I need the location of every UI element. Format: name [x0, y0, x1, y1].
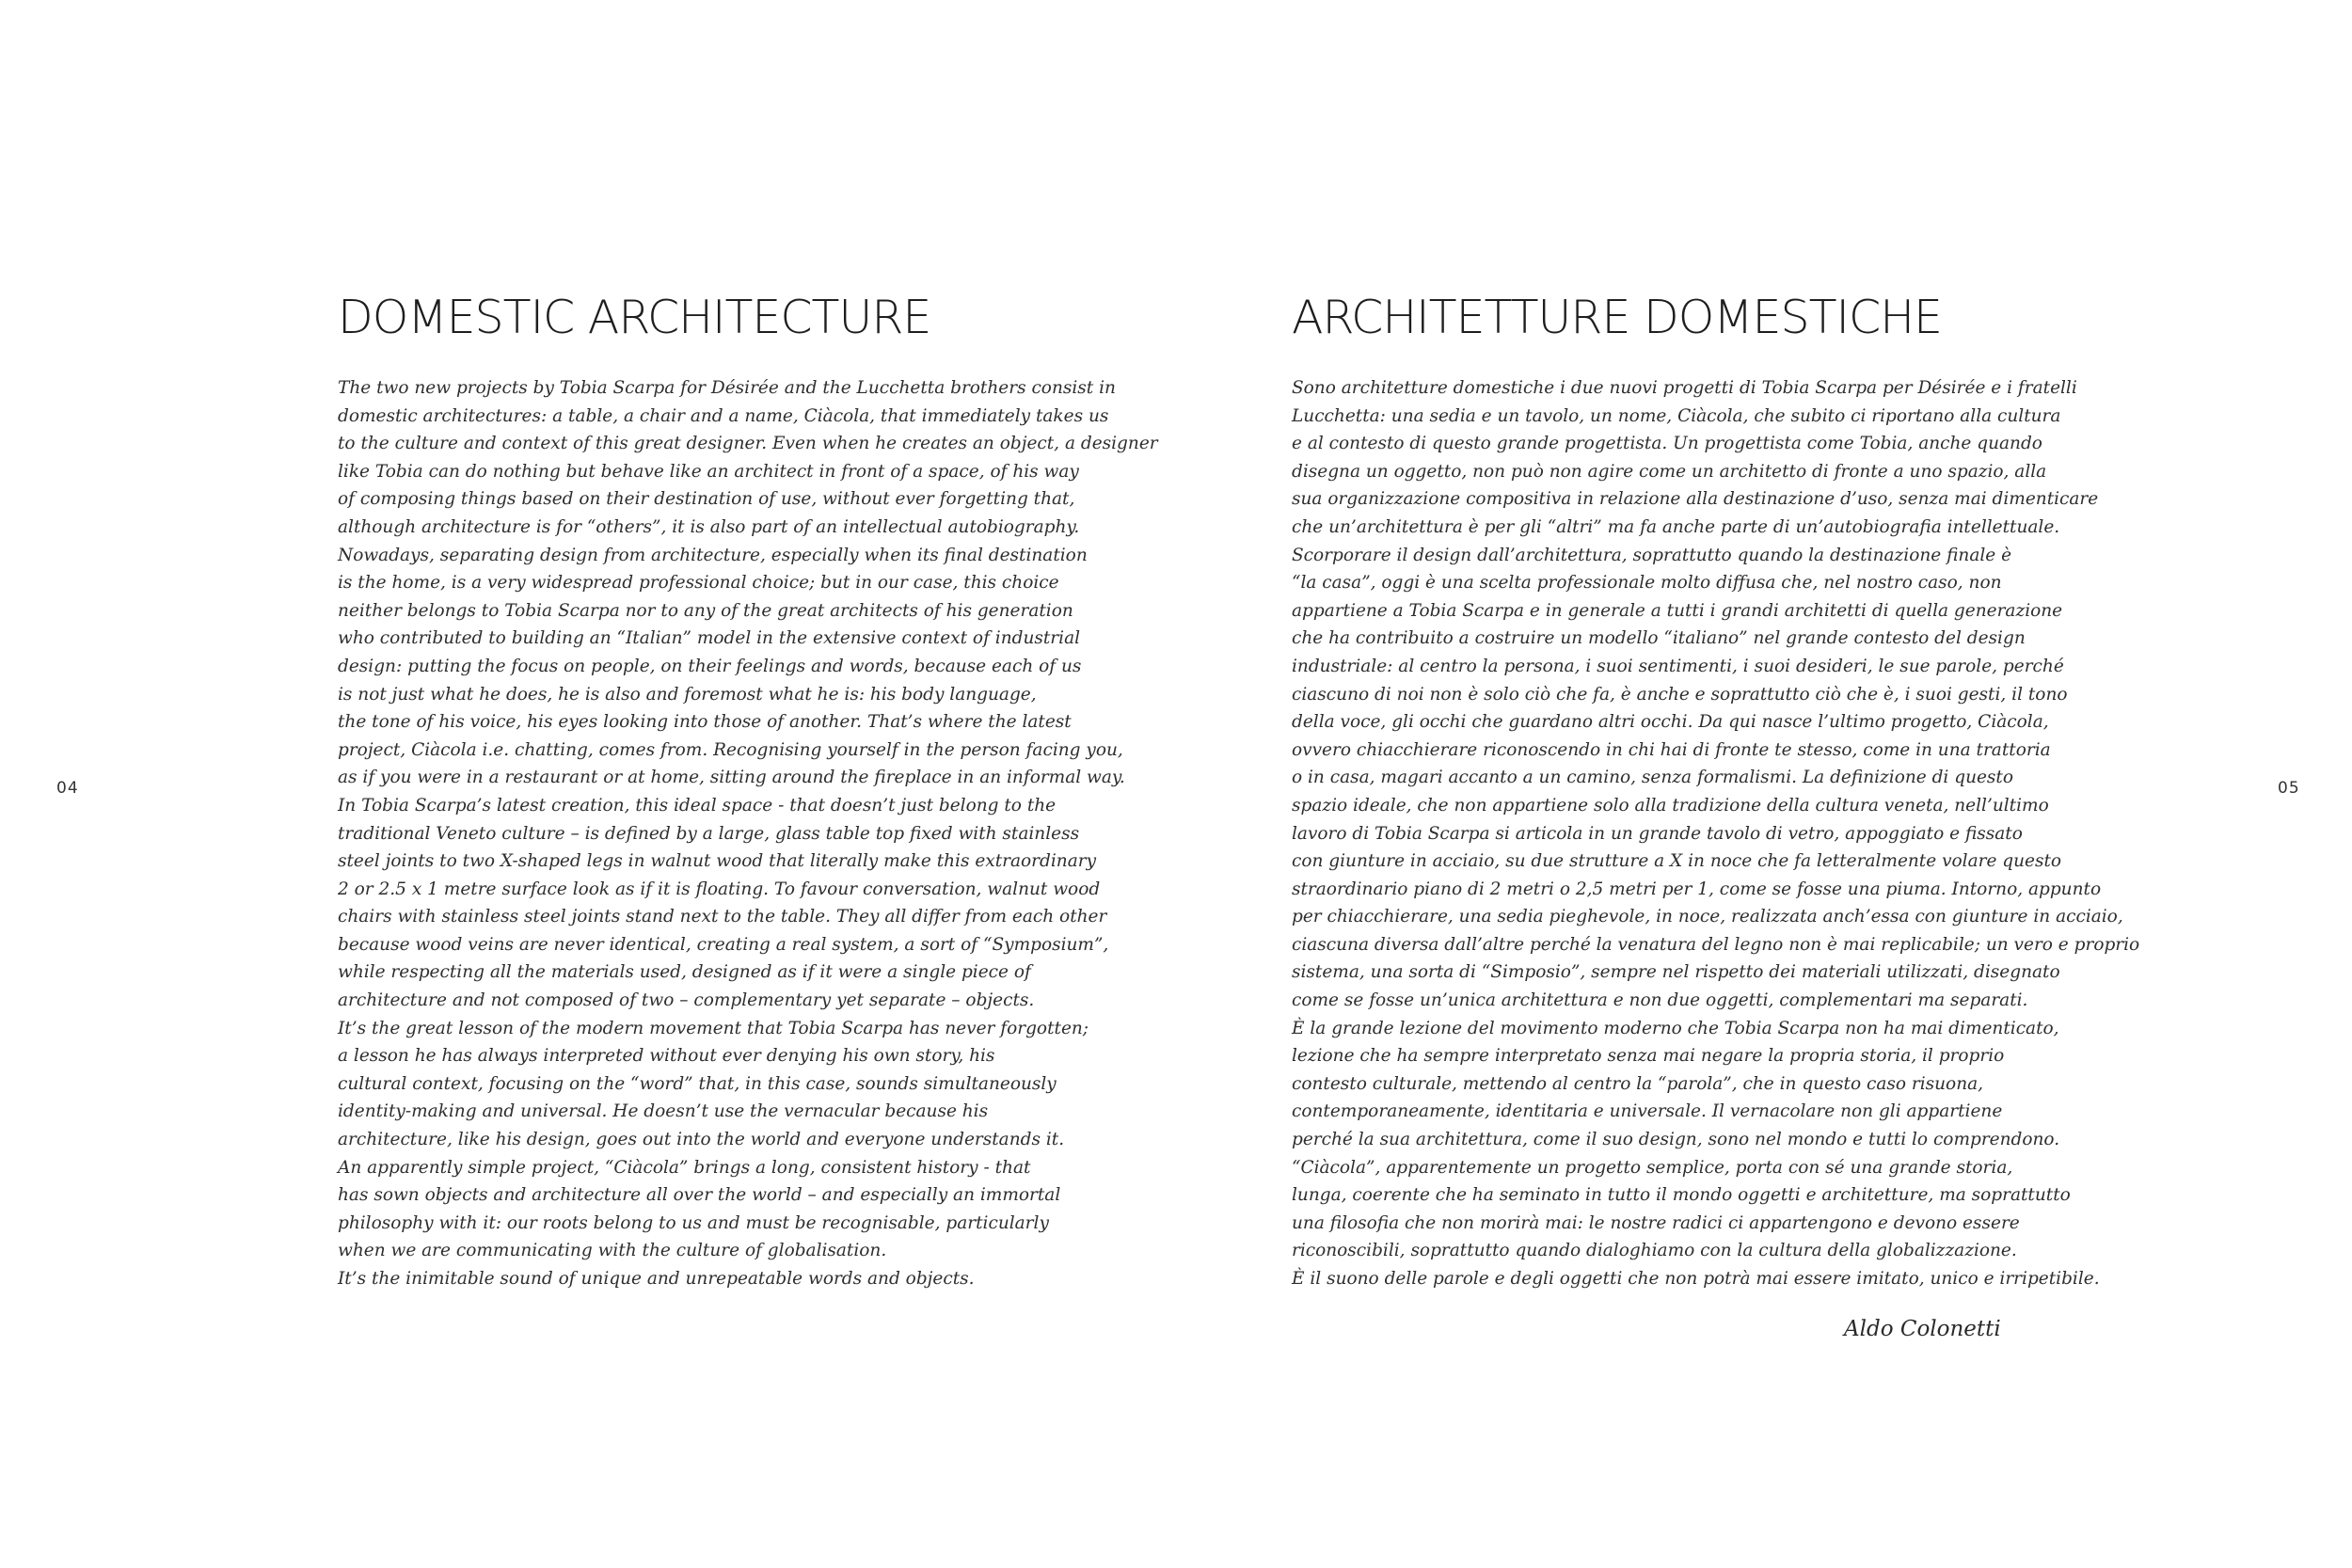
text-line: traditional Veneto culture – is defined by a large, glass table top fixed with stainless — [338, 823, 1080, 844]
text-line: Lucchetta: una sedia e un tavolo, un nome, Ciàcola, che subito ci riportano alla cultura — [1292, 405, 2061, 426]
text-line: when we are communicating with the culture of globalisation. — [338, 1241, 887, 1261]
text-line: Sono architetture domestiche i due nuovi progetti di Tobia Scarpa per Désirée e i fratelli — [1292, 378, 2077, 398]
text-line: to the culture and context of this great designer. Even when he creates an object, a designer — [338, 434, 1158, 454]
text-line: is the home, is a very widespread professional choice; but in our case, this choice — [338, 573, 1059, 594]
text-line: lavoro di Tobia Scarpa si articola in un grande tavolo di vetro, appoggiato e fissato — [1292, 823, 2023, 844]
text-line: ovvero chiacchierare riconoscendo in chi hai di fronte te stesso, come in una trattoria — [1292, 739, 2051, 760]
italian-title: ARCHITETTURE DOMESTICHE — [1292, 291, 1943, 344]
text-line: the tone of his voice, his eyes looking into those of another. That’s where the latest — [338, 712, 1072, 733]
text-line: spazio ideale, che non appartiene solo alla tradizione della cultura veneta, nell’ultimo — [1292, 795, 2049, 816]
text-line: appartiene a Tobia Scarpa e in generale a tutti i grandi architetti di quella generazione — [1292, 600, 2063, 621]
author-signature: Aldo Colonetti — [1844, 1317, 2001, 1341]
text-line: che un’architettura è per gli “altri” ma fa anche parte di un’autobiografia intellettuale. — [1292, 516, 2060, 537]
text-line: like Tobia can do nothing but behave like an architect in front of a space, of his way — [338, 461, 1079, 482]
italian-column — [1292, 290, 2140, 1293]
english-title: DOMESTIC ARCHITECTURE — [338, 291, 931, 344]
text-line: a lesson he has always interpreted without ever denying his own story, his — [338, 1046, 995, 1067]
text-line: “Ciàcola”, apparentemente un progetto semplice, porta con sé una grande storia, — [1292, 1157, 2013, 1178]
text-line: ciascuna diversa dall’altre perché la venatura del legno non è mai replicabile; un vero e proprio — [1292, 934, 2140, 955]
text-line: of composing things based on their destination of use, without ever forgetting that, — [338, 489, 1075, 510]
text-line: o in casa, magari accanto a un camino, senza formalismi. La definizione di questo — [1292, 768, 2014, 788]
text-line: contesto culturale, mettendo al centro la “parola”, che in questo caso risuona, — [1292, 1073, 1984, 1094]
text-line: con giunture in acciaio, su due strutture a X in noce che fa letteralmente volare questo — [1292, 851, 2062, 872]
text-line: come se fosse un’unica architettura e non due oggetti, complementari ma separati. — [1292, 990, 2028, 1011]
text-line: chairs with stainless steel joints stand next to the table. They all differ from each other — [338, 907, 1107, 927]
text-line: Scorporare il design dall’architettura, soprattutto quando la destinazione finale è — [1292, 545, 2012, 565]
text-line: identity-making and universal. He doesn’t use the vernacular because his — [338, 1101, 989, 1122]
text-line: neither belongs to Tobia Scarpa nor to any of the great architects of his generation — [338, 600, 1073, 621]
text-line: straordinario piano di 2 metri o 2,5 metri per 1, come se fosse una piuma. Intorno, appunto — [1292, 879, 2102, 899]
english-body — [338, 374, 1158, 1293]
text-line: In Tobia Scarpa’s latest creation, this ideal space - that doesn’t just belong to the — [338, 795, 1057, 816]
text-line: È la grande lezione del movimento moderno che Tobia Scarpa non ha mai dimenticato, — [1292, 1018, 2059, 1038]
text-line: is not just what he does, he is also and foremost what he is: his body language, — [338, 684, 1037, 705]
text-line: Nowadays, separating design from architecture, especially when its final destination — [338, 545, 1088, 565]
italian-body — [1292, 374, 2140, 1293]
text-line: “la casa”, oggi è una scelta professionale molto diffusa che, nel nostro caso, non — [1292, 573, 2002, 594]
text-line: because wood veins are never identical, creating a real system, a sort of “Symposium”, — [338, 934, 1109, 955]
text-line: cultural context, focusing on the “word” that, in this case, sounds simultaneously — [338, 1073, 1057, 1094]
text-line: che ha contribuito a costruire un modello “italiano” nel grande contesto del design — [1292, 628, 2026, 649]
text-line: È il suono delle parole e degli oggetti che non potrà mai essere imitato, unico e irripetibile. — [1292, 1269, 2100, 1289]
text-line: perché la sua architettura, come il suo design, sono nel mondo e tutti lo comprendono. — [1292, 1130, 2060, 1150]
text-line: per chiacchierare, una sedia pieghevole, in noce, realizzata anch’essa con giunture in acciaio, — [1292, 907, 2123, 927]
text-line: lezione che ha sempre interpretato senza mai negare la propria storia, il proprio — [1292, 1046, 2005, 1067]
text-line: della voce, gli occhi che guardano altri occhi. Da qui nasce l’ultimo progetto, Ciàcola, — [1292, 712, 2049, 733]
text-line: contemporaneamente, identitaria e universale. Il vernacolare non gli appartiene — [1292, 1101, 2003, 1122]
text-line: It’s the great lesson of the modern movement that Tobia Scarpa has never forgotten; — [338, 1018, 1089, 1038]
text-line: who contributed to building an “Italian” model in the extensive context of industrial — [338, 628, 1081, 649]
text-line: although architecture is for “others”, it is also part of an intellectual autobiography. — [338, 516, 1080, 537]
english-column — [338, 290, 1158, 1293]
text-line: sistema, una sorta di “Simposio”, sempre nel rispetto dei materiali utilizzati, disegnato — [1292, 962, 2060, 983]
text-line: lunga, coerente che ha seminato in tutto il mondo oggetti e architetture, ma soprattutto — [1292, 1185, 2071, 1206]
text-line: disegna un oggetto, non può non agire come un architetto di fronte a uno spazio, alla — [1292, 461, 2047, 482]
text-line: The two new projects by Tobia Scarpa for Désirée and the Lucchetta brothers consist in — [338, 378, 1116, 398]
text-line: architecture and not composed of two – complementary yet separate – objects. — [338, 990, 1035, 1011]
text-line: riconoscibili, soprattutto quando dialoghiamo con la cultura della globalizzazione. — [1292, 1241, 2017, 1261]
text-line: ciascuno di noi non è solo ciò che fa, è anche e soprattutto ciò che è, i suoi gesti, il tono — [1292, 684, 2068, 705]
text-line: as if you were in a restaurant or at home, sitting around the fireplace in an informal way. — [338, 768, 1125, 788]
text-line: steel joints to two X-shaped legs in walnut wood that literally make this extraordinary — [338, 851, 1097, 872]
text-line: architecture, like his design, goes out into the world and everyone understands it. — [338, 1130, 1065, 1150]
text-line: design: putting the focus on people, on their feelings and words, because each of us — [338, 656, 1082, 676]
text-line: An apparently simple project, “Ciàcola” brings a long, consistent history - that — [338, 1157, 1031, 1178]
page-number-left: 04 — [56, 779, 79, 798]
text-line: It’s the inimitable sound of unique and unrepeatable words and objects. — [338, 1269, 975, 1289]
text-line: sua organizzazione compositiva in relazione alla destinazione d’uso, senza mai dimenticare — [1292, 489, 2099, 510]
text-line: 2 or 2.5 x 1 metre surface look as if it is floating. To favour conversation, walnut wood — [338, 879, 1101, 899]
text-line: has sown objects and architecture all over the world – and especially an immortal — [338, 1185, 1061, 1206]
text-line: domestic architectures: a table, a chair and a name, Ciàcola, that immediately takes us — [338, 405, 1109, 426]
page-number-right: 05 — [2278, 779, 2300, 798]
text-line: industriale: al centro la persona, i suoi sentimenti, i suoi desideri, le sue parole, perché — [1292, 656, 2064, 676]
text-line: project, Ciàcola i.e. chatting, comes from. Recognising yourself in the person facing you, — [338, 739, 1123, 760]
text-line: philosophy with it: our roots belong to us and must be recognisable, particularly — [338, 1212, 1049, 1233]
text-line: una filosofia che non morirà mai: le nostre radici ci appartengono e devono essere — [1292, 1212, 2020, 1233]
text-line: e al contesto di questo grande progettista. Un progettista come Tobia, anche quando — [1292, 434, 2042, 454]
text-line: while respecting all the materials used, designed as if it were a single piece of — [338, 962, 1031, 983]
